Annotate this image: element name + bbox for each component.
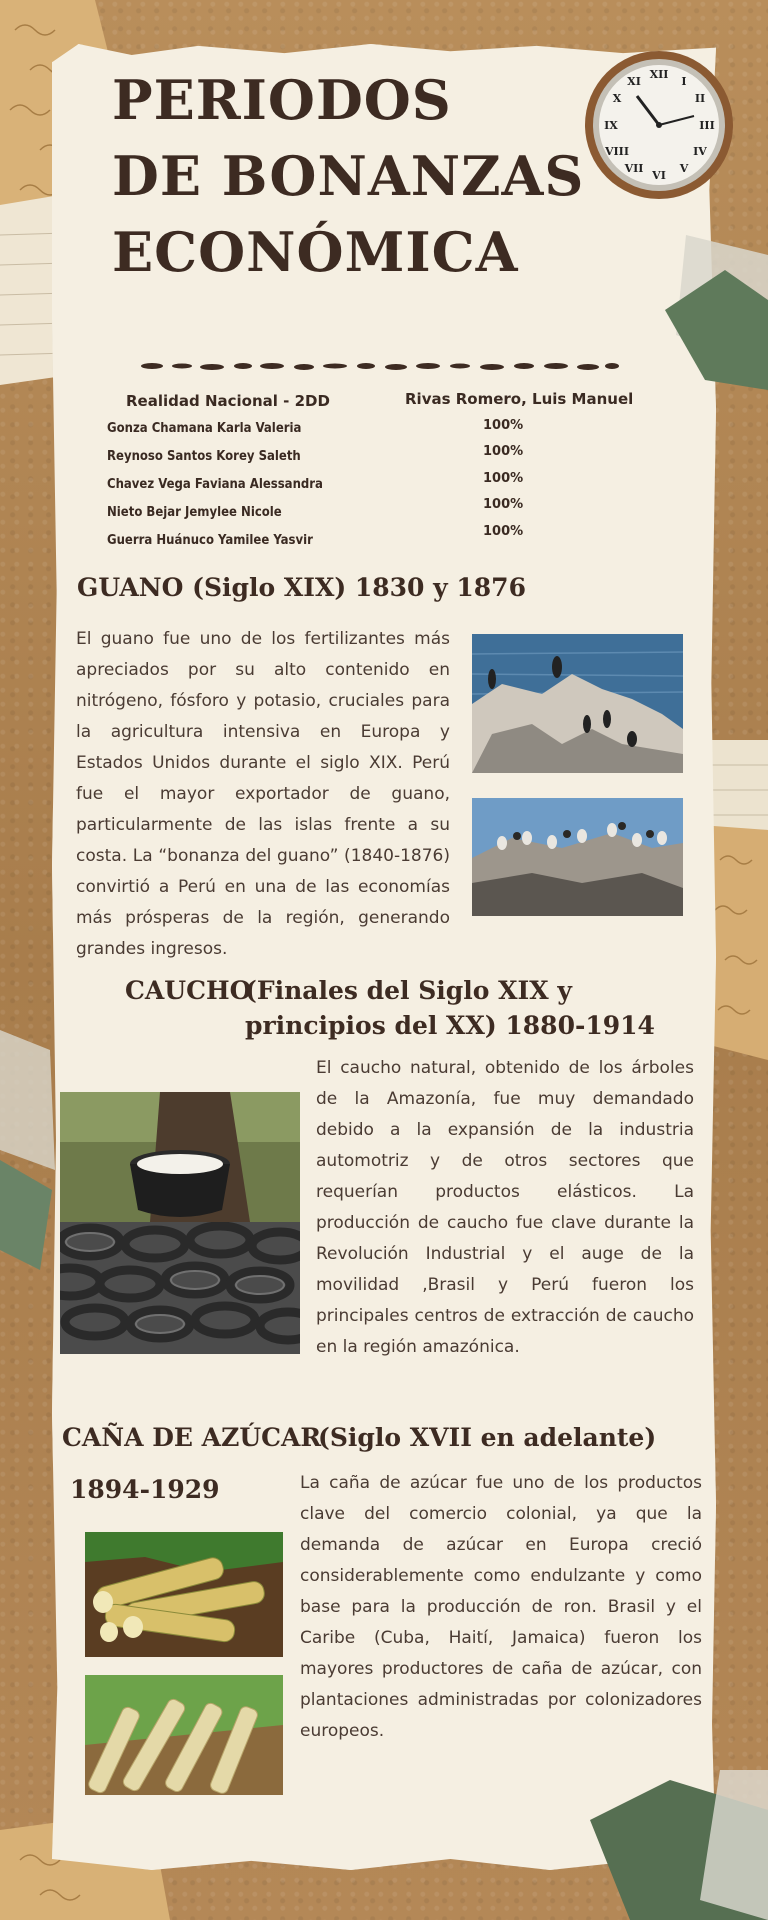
member-score: 100% bbox=[483, 471, 524, 486]
member-name: Reynoso Santos Korey Saleth bbox=[107, 449, 301, 464]
svg-text:X: X bbox=[612, 92, 622, 105]
cana-cut-photo bbox=[85, 1532, 283, 1657]
guano-birds-photo-1 bbox=[472, 634, 683, 773]
member-score: 100% bbox=[483, 524, 524, 539]
brush-dash-divider bbox=[140, 358, 620, 374]
svg-text:XII: XII bbox=[649, 68, 669, 81]
guano-text: El guano fue uno de los fertilizantes más apreciados por su alto contenido en nitrógeno, fósforo y potasio, cruciales para la agricultura intensiva en Europa y Estados Unidos durante el siglo XIX. Perú fue el mayor exportador de guano, particularmente de las islas frente a su costa. La “bonanza del guano” (1840-1876) convirtió a Perú en una de las economías más prósperas de la región, generando grandes ingresos. bbox=[76, 629, 450, 959]
clock-icon bbox=[582, 48, 737, 203]
svg-text:VIII: VIII bbox=[605, 145, 629, 158]
course-label: Realidad Nacional - 2DD bbox=[126, 392, 330, 410]
member-name: Guerra Huánuco Yamilee Yasvir bbox=[107, 533, 313, 548]
title-line-2: DE BONANZAS bbox=[112, 144, 585, 208]
svg-text:IV: IV bbox=[693, 145, 707, 158]
decorative-tape-bottom-right bbox=[700, 1770, 768, 1920]
member-name: Gonza Chamana Karla Valeria bbox=[107, 421, 302, 436]
svg-text:V: V bbox=[679, 162, 689, 175]
svg-text:VII: VII bbox=[624, 162, 644, 175]
leader-name: Rivas Romero, Luis Manuel bbox=[405, 390, 634, 408]
svg-text:II: II bbox=[694, 92, 706, 105]
decorative-leaf-top-right bbox=[665, 270, 768, 390]
title-line-3: ECONÓMICA bbox=[112, 220, 519, 284]
caucho-heading-period-line2: principios del XX) 1880-1914 bbox=[245, 1011, 655, 1040]
member-score: 100% bbox=[483, 497, 524, 512]
cana-heading-label: CAÑA DE AZÚCAR bbox=[62, 1423, 322, 1452]
cana-text: La caña de azúcar fue uno de los productos clave del comercio colonial, ya que la demanda de azúcar en Europa creció considerablemente como endulzante y como base para la producción de ron. Brasil y el Caribe (Cuba, Haití, Jamaica) fueron los mayores productores de caña de azúcar, con plantaciones administradas por colonizadores europeos. bbox=[300, 1473, 702, 1741]
decorative-tape-left bbox=[0, 1030, 55, 1170]
cana-years: 1894-1929 bbox=[70, 1475, 220, 1504]
svg-text:IX: IX bbox=[604, 119, 618, 132]
member-score: 100% bbox=[483, 418, 524, 433]
svg-text:XI: XI bbox=[627, 75, 641, 88]
caucho-heading-period-line1: (Finales del Siglo XIX y bbox=[245, 976, 572, 1005]
svg-text:III: III bbox=[699, 119, 715, 132]
decorative-leaf-left bbox=[0, 1160, 52, 1270]
guano-birds-photo-2 bbox=[472, 798, 683, 916]
caucho-latex-photo bbox=[60, 1092, 300, 1222]
caucho-text: El caucho natural, obtenido de los árboles de la Amazonía, fue muy demandado debido a la expansión de la industria automotriz y de otros sectores que requerían productos elásticos. La producción de caucho fue clave durante la Revolución Industrial y el auge de la movilidad ,Brasil y Perú fueron los principales centros de extracción de caucho en la región amazónica. bbox=[316, 1058, 694, 1357]
title-line-1: PERIODOS bbox=[112, 68, 452, 132]
member-score: 100% bbox=[483, 444, 524, 459]
svg-text:I: I bbox=[681, 75, 687, 88]
guano-heading: GUANO (Siglo XIX) 1830 y 1876 bbox=[77, 573, 526, 602]
member-name: Nieto Bejar Jemylee Nicole bbox=[107, 505, 282, 520]
svg-text:VI: VI bbox=[652, 169, 666, 182]
member-name: Chavez Vega Faviana Alessandra bbox=[107, 477, 323, 492]
caucho-tires-photo bbox=[60, 1222, 300, 1354]
cana-stalks-photo bbox=[85, 1675, 283, 1795]
caucho-heading-label: CAUCHO bbox=[125, 976, 252, 1005]
poster-title bbox=[112, 62, 584, 290]
cana-heading-period: (Siglo XVII en adelante) bbox=[318, 1423, 657, 1452]
